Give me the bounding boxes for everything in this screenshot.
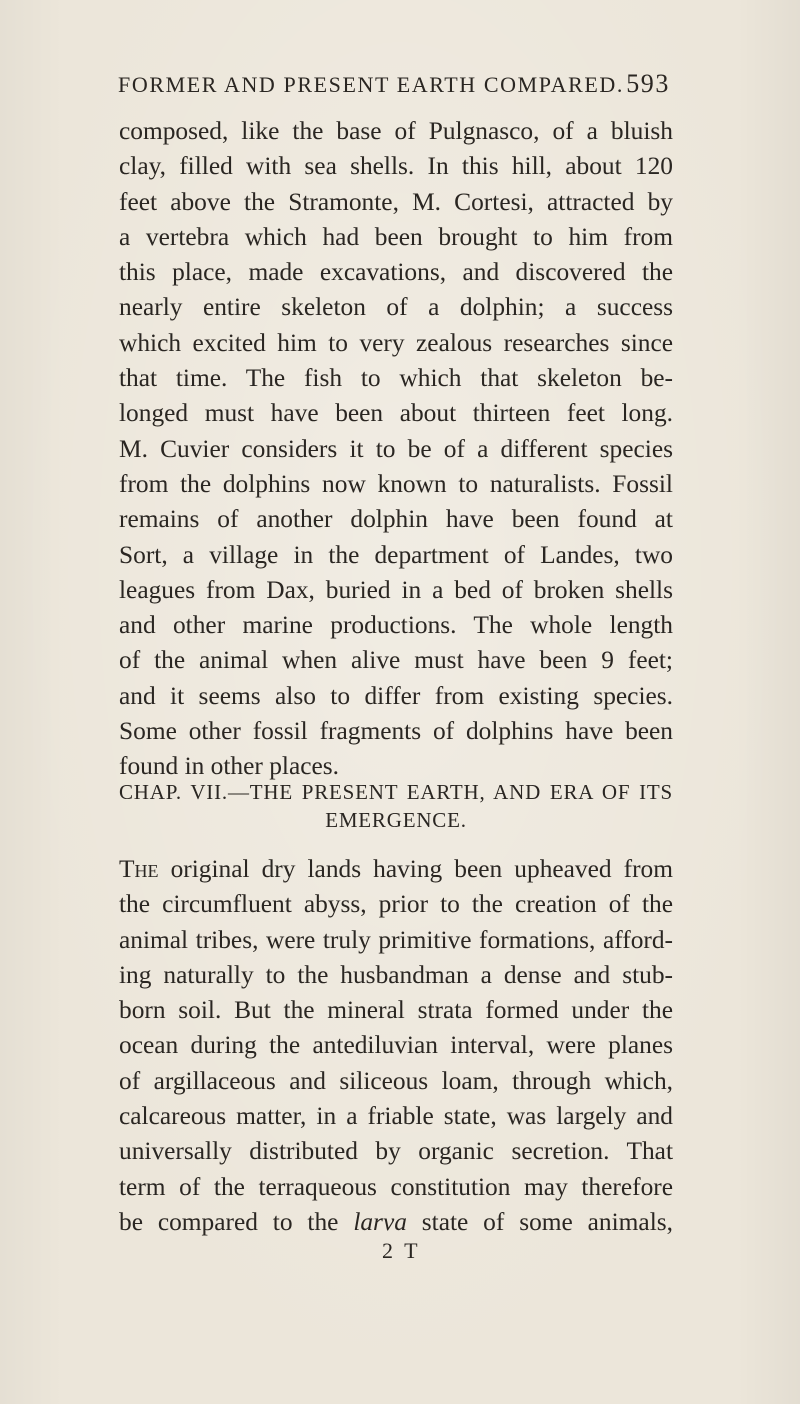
text-line: found in other places. — [119, 752, 339, 781]
text-line: M. Cuvier considers it to be of a different species — [119, 434, 673, 463]
text-line: composed, like the base of Pulgnasco, of a bluish — [119, 117, 673, 145]
text-line: of argillaceous and siliceous loam, through which, — [119, 1066, 673, 1095]
page-number: 593 — [626, 69, 670, 98]
text-line: longed must have been about thirteen feet long. — [119, 399, 673, 428]
text-line: from the dolphins now known to naturalists. Fossil — [119, 469, 673, 498]
signature-mark: 2 T — [382, 1238, 421, 1263]
running-head-title: FORMER AND PRESENT EARTH COMPARED. — [118, 72, 625, 97]
text-line: term of the terraqueous constitution may therefore — [119, 1172, 673, 1201]
text-line: the circumfluent abyss, prior to the creation of the — [119, 890, 673, 919]
chapter-heading-line: EMERGENCE. — [325, 808, 467, 832]
text-line: that time. The fish to which that skeleton be- — [119, 364, 673, 393]
text-fragment: original dry lands having been upheaved from — [158, 855, 673, 883]
text-line: of the animal when alive must have been 9 feet; — [119, 646, 673, 675]
text-line: and it seems also to differ from existing species. — [119, 681, 673, 710]
text-line — [119, 1205, 673, 1240]
text-line — [119, 852, 673, 887]
text-fragment: state of some animals, — [406, 1207, 673, 1236]
text-line: remains of another dolphin have been found at — [119, 505, 673, 534]
paragraph-dolphin-fossils — [119, 114, 673, 785]
text-line: calcareous matter, in a friable state, was largely and — [119, 1102, 673, 1131]
text-line: ocean during the antediluvian interval, were planes — [119, 1031, 673, 1060]
chapter-heading — [119, 778, 673, 834]
text-line: feet above the Stramonte, M. Cortesi, attracted by — [119, 187, 673, 216]
text-line: leagues from Dax, buried in a bed of broken shells — [119, 575, 673, 604]
text-line: which excited him to very zealous researches since — [119, 328, 673, 357]
text-line: a vertebra which had been brought to him from — [119, 222, 673, 251]
text-line: and other marine productions. The whole length — [119, 611, 673, 640]
chapter-heading-line: CHAP. VII.—THE PRESENT EARTH, AND ERA OF ITS — [119, 780, 673, 804]
opening-word: The — [119, 855, 159, 883]
text-line: ing naturally to the husbandman a dense and stub- — [119, 960, 673, 989]
text-line: universally distributed by organic secretion. That — [119, 1137, 673, 1166]
text-line: this place, made excavations, and discovered the — [119, 258, 673, 287]
text-line: Some other fossil fragments of dolphins have been — [119, 717, 673, 746]
paragraph-present-earth — [119, 852, 673, 1240]
text-line: animal tribes, were truly primitive formations, afford- — [119, 925, 673, 954]
text-fragment: be compared to the — [119, 1207, 354, 1236]
italic-term: larva — [353, 1207, 407, 1236]
text-line: born soil. But the mineral strata formed under the — [119, 996, 673, 1025]
text-line: nearly entire skeleton of a dolphin; a success — [119, 293, 673, 322]
text-line: Sort, a village in the department of Landes, two — [119, 540, 673, 569]
text-line: clay, filled with sea shells. In this hill, about 120 — [119, 152, 673, 181]
